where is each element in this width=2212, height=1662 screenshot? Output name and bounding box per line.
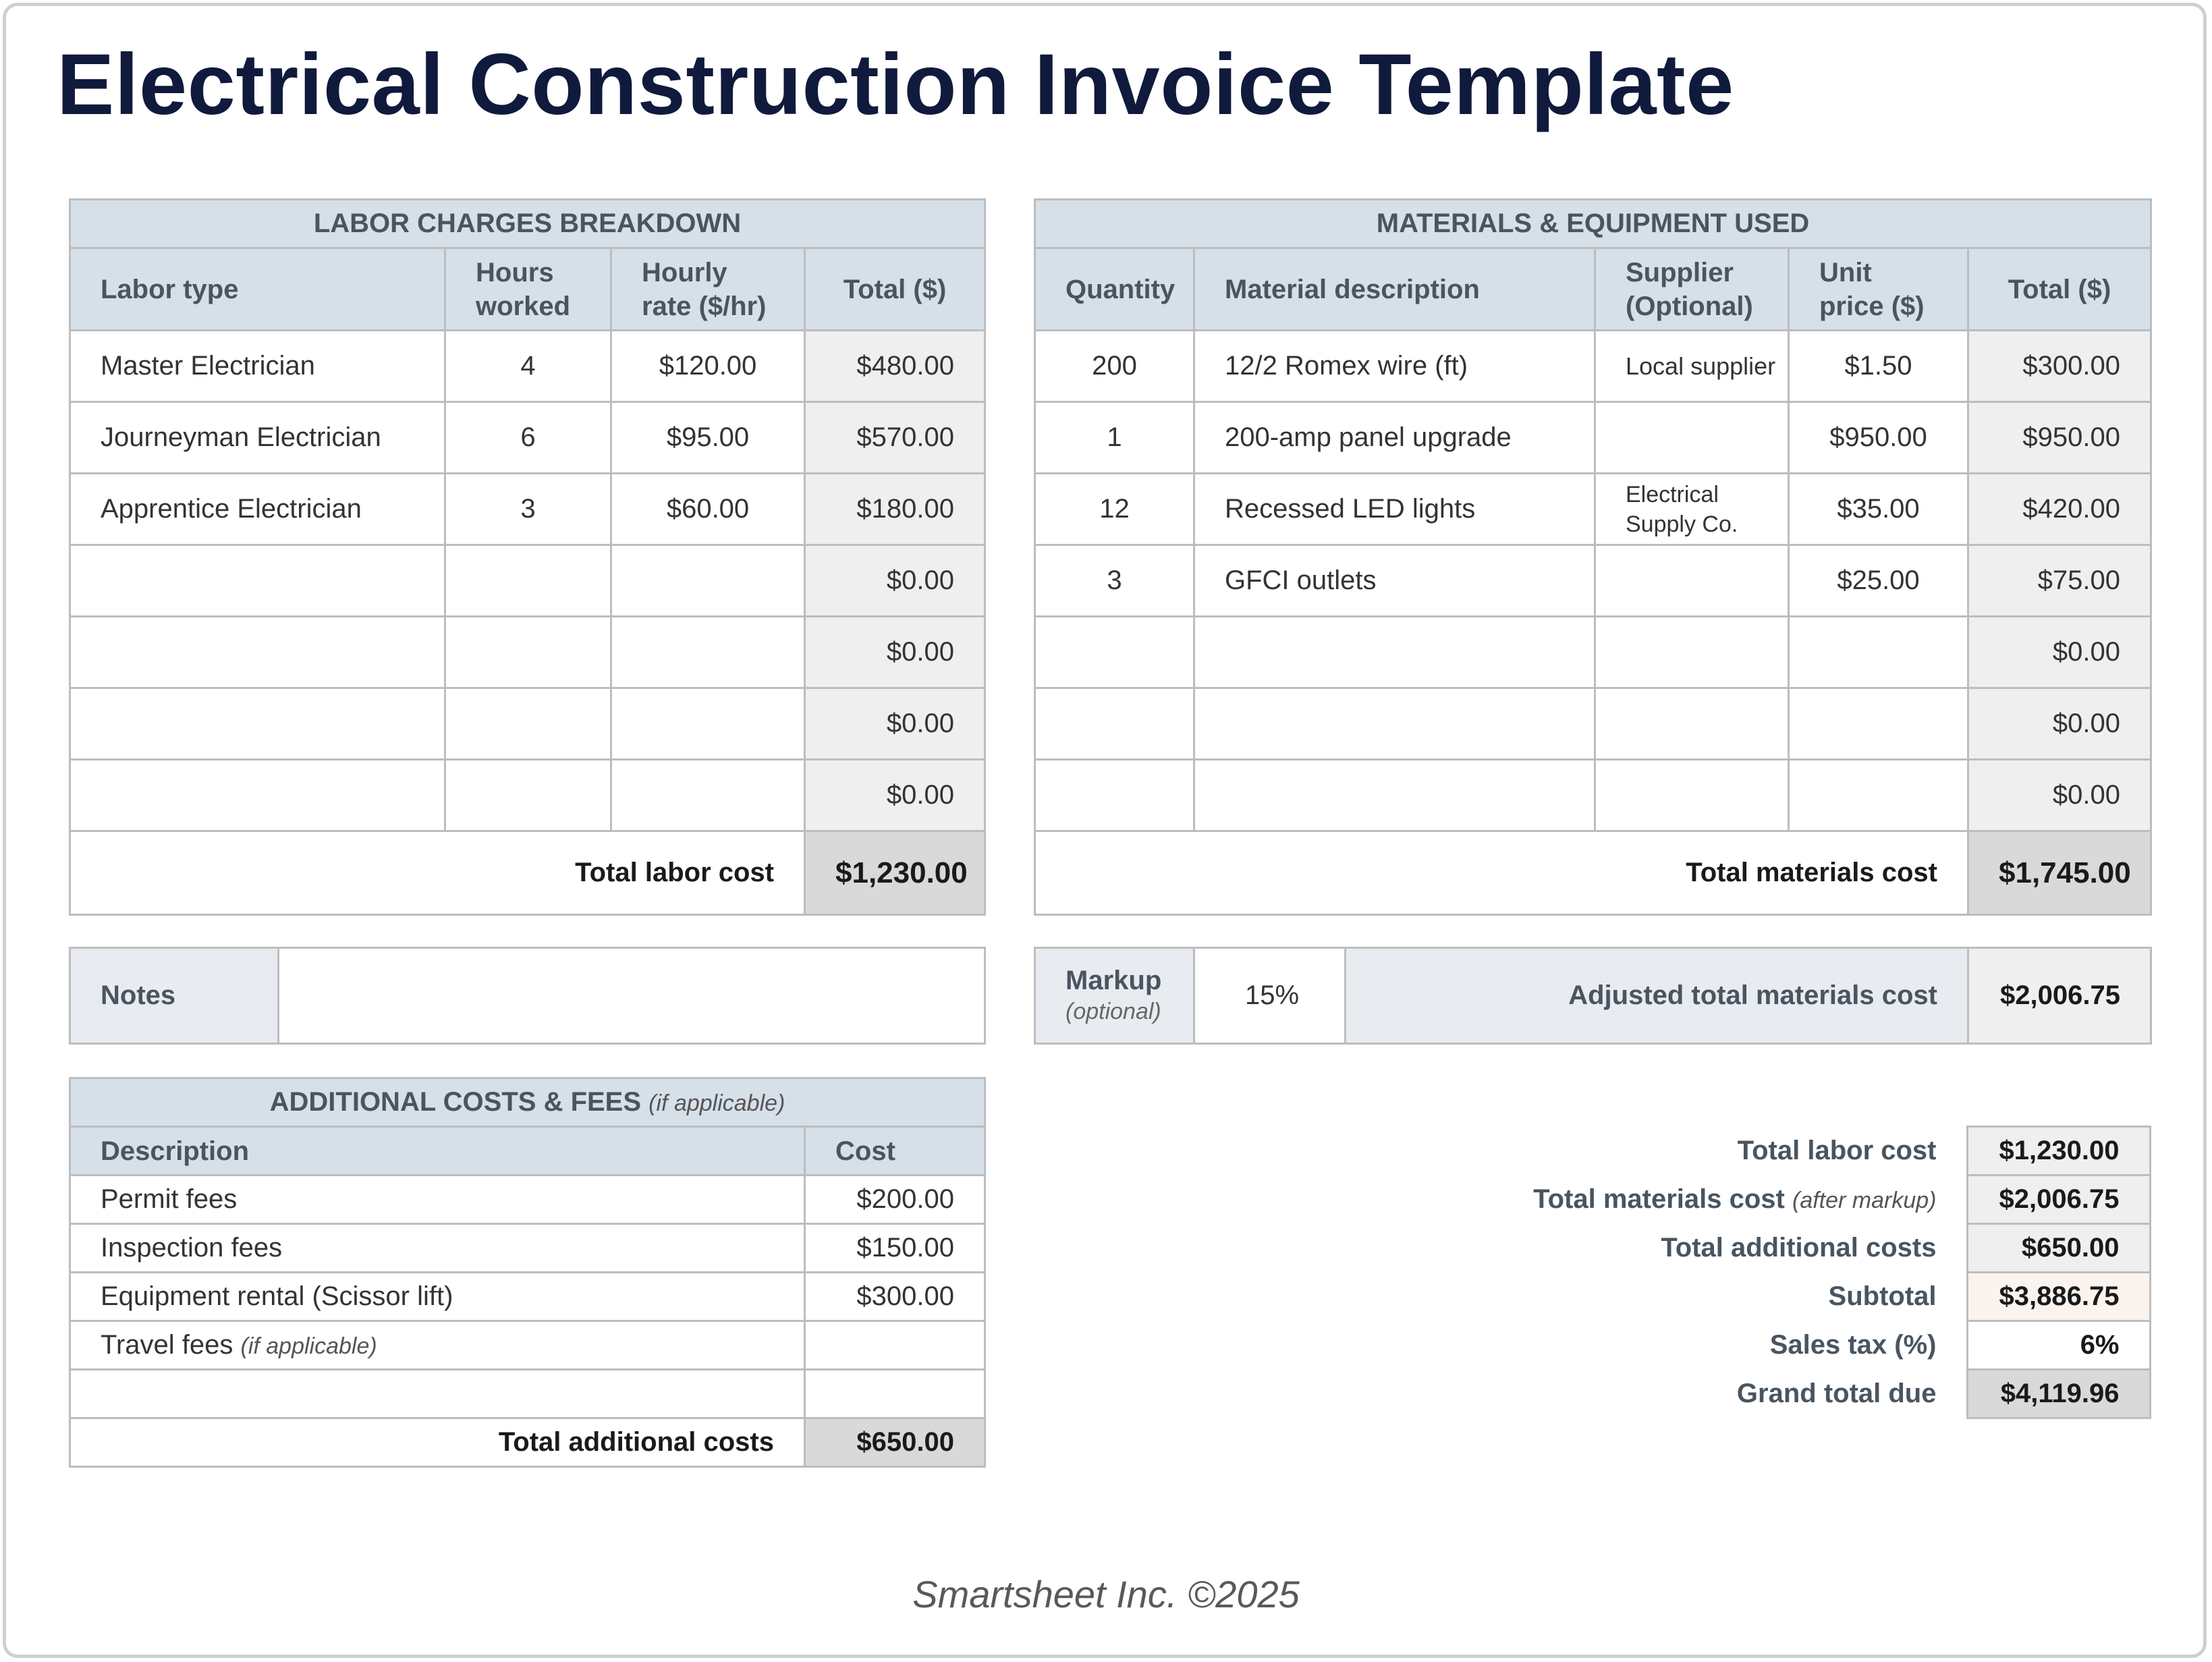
labor-total-value: $1,230.00 [805,831,985,915]
materials-desc-cell[interactable]: 12/2 Romex wire (ft) [1194,331,1595,402]
materials-total-cell: $75.00 [1968,545,2151,617]
labor-type-cell[interactable] [70,688,445,760]
materials-qty-cell[interactable]: 200 [1035,331,1194,402]
summary-materials-value: $2,006.75 [1967,1175,2150,1224]
labor-row[interactable] [70,474,985,545]
materials-unit-cell[interactable] [1789,688,1968,760]
materials-row[interactable] [1035,688,2151,760]
materials-desc-cell[interactable] [1194,760,1595,831]
additional-costs-table [69,1077,986,1468]
additional-row[interactable] [70,1224,985,1273]
grand-total-value: $4,119.96 [1967,1370,2150,1418]
labor-total-cell: $0.00 [805,760,985,831]
labor-row[interactable] [70,760,985,831]
markup-label [1035,948,1194,1044]
labor-header-hours: Hours worked [445,248,611,331]
labor-section-title: LABOR CHARGES BREAKDOWN [70,200,985,248]
materials-total-value: $1,745.00 [1968,831,2151,915]
additional-title-text: ADDITIONAL COSTS & FEES [269,1087,642,1117]
materials-row[interactable] [1035,331,2151,402]
materials-desc-cell[interactable] [1194,688,1595,760]
adjusted-materials-value: $2,006.75 [1968,948,2151,1044]
summary-additional-value: $650.00 [1967,1224,2150,1273]
labor-hours-cell[interactable] [445,545,611,617]
labor-row[interactable] [70,402,985,474]
additional-desc-cell[interactable]: Equipment rental (Scissor lift) [70,1273,805,1321]
materials-qty-cell[interactable]: 3 [1035,545,1194,617]
summary-labor-label: Total labor cost [1737,1136,1937,1165]
labor-hours-cell[interactable]: 6 [445,402,611,474]
additional-desc-cell[interactable] [70,1370,805,1418]
additional-row[interactable] [70,1370,985,1418]
materials-qty-cell[interactable]: 12 [1035,474,1194,545]
additional-row[interactable] [70,1321,985,1370]
materials-unit-cell[interactable]: $35.00 [1789,474,1968,545]
additional-header-description: Description [70,1127,805,1175]
summary-materials-note: (after markup) [1792,1188,1937,1213]
materials-desc-cell[interactable]: 200-amp panel upgrade [1194,402,1595,474]
labor-hours-cell[interactable] [445,760,611,831]
materials-qty-cell[interactable] [1035,688,1194,760]
additional-desc-cell[interactable]: Inspection fees [70,1224,805,1273]
labor-total-label: Total labor cost [70,831,805,915]
labor-total-cell: $0.00 [805,617,985,688]
materials-qty-cell[interactable] [1035,760,1194,831]
materials-total-cell: $0.00 [1968,617,2151,688]
summary-tax-label: Sales tax (%) [1769,1330,1937,1360]
summary-materials-label [1390,1175,1967,1224]
labor-rate-cell[interactable] [611,617,805,688]
labor-type-cell[interactable]: Master Electrician [70,331,445,402]
materials-supplier-cell[interactable] [1595,760,1789,831]
materials-unit-cell[interactable]: $25.00 [1789,545,1968,617]
summary-additional-label: Total additional costs [1661,1233,1937,1263]
materials-desc-cell[interactable] [1194,617,1595,688]
materials-section-title: MATERIALS & EQUIPMENT USED [1035,200,2151,248]
labor-row[interactable] [70,331,985,402]
materials-unit-cell[interactable] [1789,760,1968,831]
materials-total-label: Total materials cost [1035,831,1968,915]
summary-grand-label: Grand total due [1736,1379,1937,1408]
materials-unit-cell[interactable]: $950.00 [1789,402,1968,474]
labor-rate-cell[interactable]: $120.00 [611,331,805,402]
additional-cost-cell[interactable]: $300.00 [805,1273,985,1321]
materials-qty-cell[interactable]: 1 [1035,402,1194,474]
additional-cost-cell[interactable] [805,1370,985,1418]
additional-cost-cell[interactable]: $200.00 [805,1175,985,1224]
materials-header-total: Total ($) [1968,248,2151,331]
markup-table [1034,947,2152,1045]
summary-subtotal-value: $3,886.75 [1967,1273,2150,1321]
materials-total-cell: $950.00 [1968,402,2151,474]
additional-desc-cell[interactable]: Permit fees [70,1175,805,1224]
summary-labor-value: $1,230.00 [1967,1127,2150,1175]
materials-supplier-cell[interactable] [1595,617,1789,688]
additional-row[interactable] [70,1273,985,1321]
materials-total-cell: $0.00 [1968,688,2151,760]
additional-row[interactable] [70,1175,985,1224]
adjusted-materials-label: Adjusted total materials cost [1346,948,1968,1044]
labor-total-cell: $180.00 [805,474,985,545]
labor-header-type: Labor type [70,248,445,331]
materials-row[interactable] [1035,617,2151,688]
summary-materials-text: Total materials cost [1533,1184,1785,1214]
materials-header-supplier: Supplier (Optional) [1595,248,1789,331]
materials-row[interactable] [1035,760,2151,831]
additional-total-value: $650.00 [805,1418,985,1467]
labor-table [69,198,986,916]
labor-type-cell[interactable]: Apprentice Electrician [70,474,445,545]
labor-rate-cell[interactable]: $95.00 [611,402,805,474]
materials-row[interactable] [1035,474,2151,545]
page-title: Electrical Construction Invoice Template [57,36,1734,133]
markup-percent-field[interactable]: 15% [1194,948,1346,1044]
materials-total-cell: $420.00 [1968,474,2151,545]
markup-label-sub: (optional) [1066,998,1161,1024]
additional-cost-cell[interactable] [805,1321,985,1370]
additional-title-note: (if applicable) [648,1090,785,1116]
materials-header-unit-price: Unit price ($) [1789,248,1968,331]
labor-hours-cell[interactable] [445,688,611,760]
materials-unit-cell[interactable] [1789,617,1968,688]
labor-rate-cell[interactable]: $60.00 [611,474,805,545]
labor-hours-cell[interactable] [445,617,611,688]
labor-rate-cell[interactable] [611,545,805,617]
materials-supplier-cell[interactable] [1595,402,1789,474]
markup-label-main: Markup [1066,965,1162,995]
notes-table [69,947,986,1045]
materials-desc-cell[interactable]: Recessed LED lights [1194,474,1595,545]
materials-unit-cell[interactable]: $1.50 [1789,331,1968,402]
labor-total-cell: $570.00 [805,402,985,474]
labor-total-cell: $0.00 [805,688,985,760]
labor-row[interactable] [70,688,985,760]
materials-supplier-cell[interactable]: Electrical Supply Co. [1595,474,1789,545]
materials-total-cell: $0.00 [1968,760,2151,831]
additional-desc-cell[interactable] [70,1321,805,1370]
summary-subtotal-label: Subtotal [1828,1281,1937,1311]
materials-supplier-cell[interactable]: Local supplier [1595,331,1789,402]
labor-header-rate: Hourly rate ($/hr) [611,248,805,331]
labor-row[interactable] [70,617,985,688]
materials-header-quantity: Quantity [1035,248,1194,331]
additional-total-label: Total additional costs [70,1418,805,1467]
additional-desc-text: Travel fees [101,1330,233,1360]
additional-header-cost: Cost [805,1127,985,1175]
materials-header-description: Material description [1194,248,1595,331]
labor-type-cell[interactable] [70,617,445,688]
labor-hours-cell[interactable]: 3 [445,474,611,545]
labor-total-cell: $480.00 [805,331,985,402]
labor-header-total: Total ($) [805,248,985,331]
materials-total-cell: $300.00 [1968,331,2151,402]
labor-type-cell[interactable] [70,545,445,617]
notes-label: Notes [70,948,279,1044]
labor-type-cell[interactable] [70,760,445,831]
materials-table [1034,198,2152,916]
materials-row[interactable] [1035,545,2151,617]
additional-cost-cell[interactable]: $150.00 [805,1224,985,1273]
labor-type-cell[interactable]: Journeyman Electrician [70,402,445,474]
sales-tax-field[interactable]: 6% [1967,1321,2150,1370]
materials-desc-cell[interactable]: GFCI outlets [1194,545,1595,617]
labor-row[interactable] [70,545,985,617]
notes-field[interactable] [279,948,985,1044]
labor-hours-cell[interactable]: 4 [445,331,611,402]
labor-rate-cell[interactable] [611,688,805,760]
summary-table [1390,1126,2151,1419]
materials-qty-cell[interactable] [1035,617,1194,688]
footer-copyright: Smartsheet Inc. ©2025 [912,1573,1300,1615]
materials-row[interactable] [1035,402,2151,474]
materials-supplier-cell[interactable] [1595,688,1789,760]
labor-rate-cell[interactable] [611,760,805,831]
additional-desc-note: (if applicable) [240,1333,377,1359]
materials-supplier-cell[interactable] [1595,545,1789,617]
labor-total-cell: $0.00 [805,545,985,617]
additional-section-title [70,1078,985,1127]
